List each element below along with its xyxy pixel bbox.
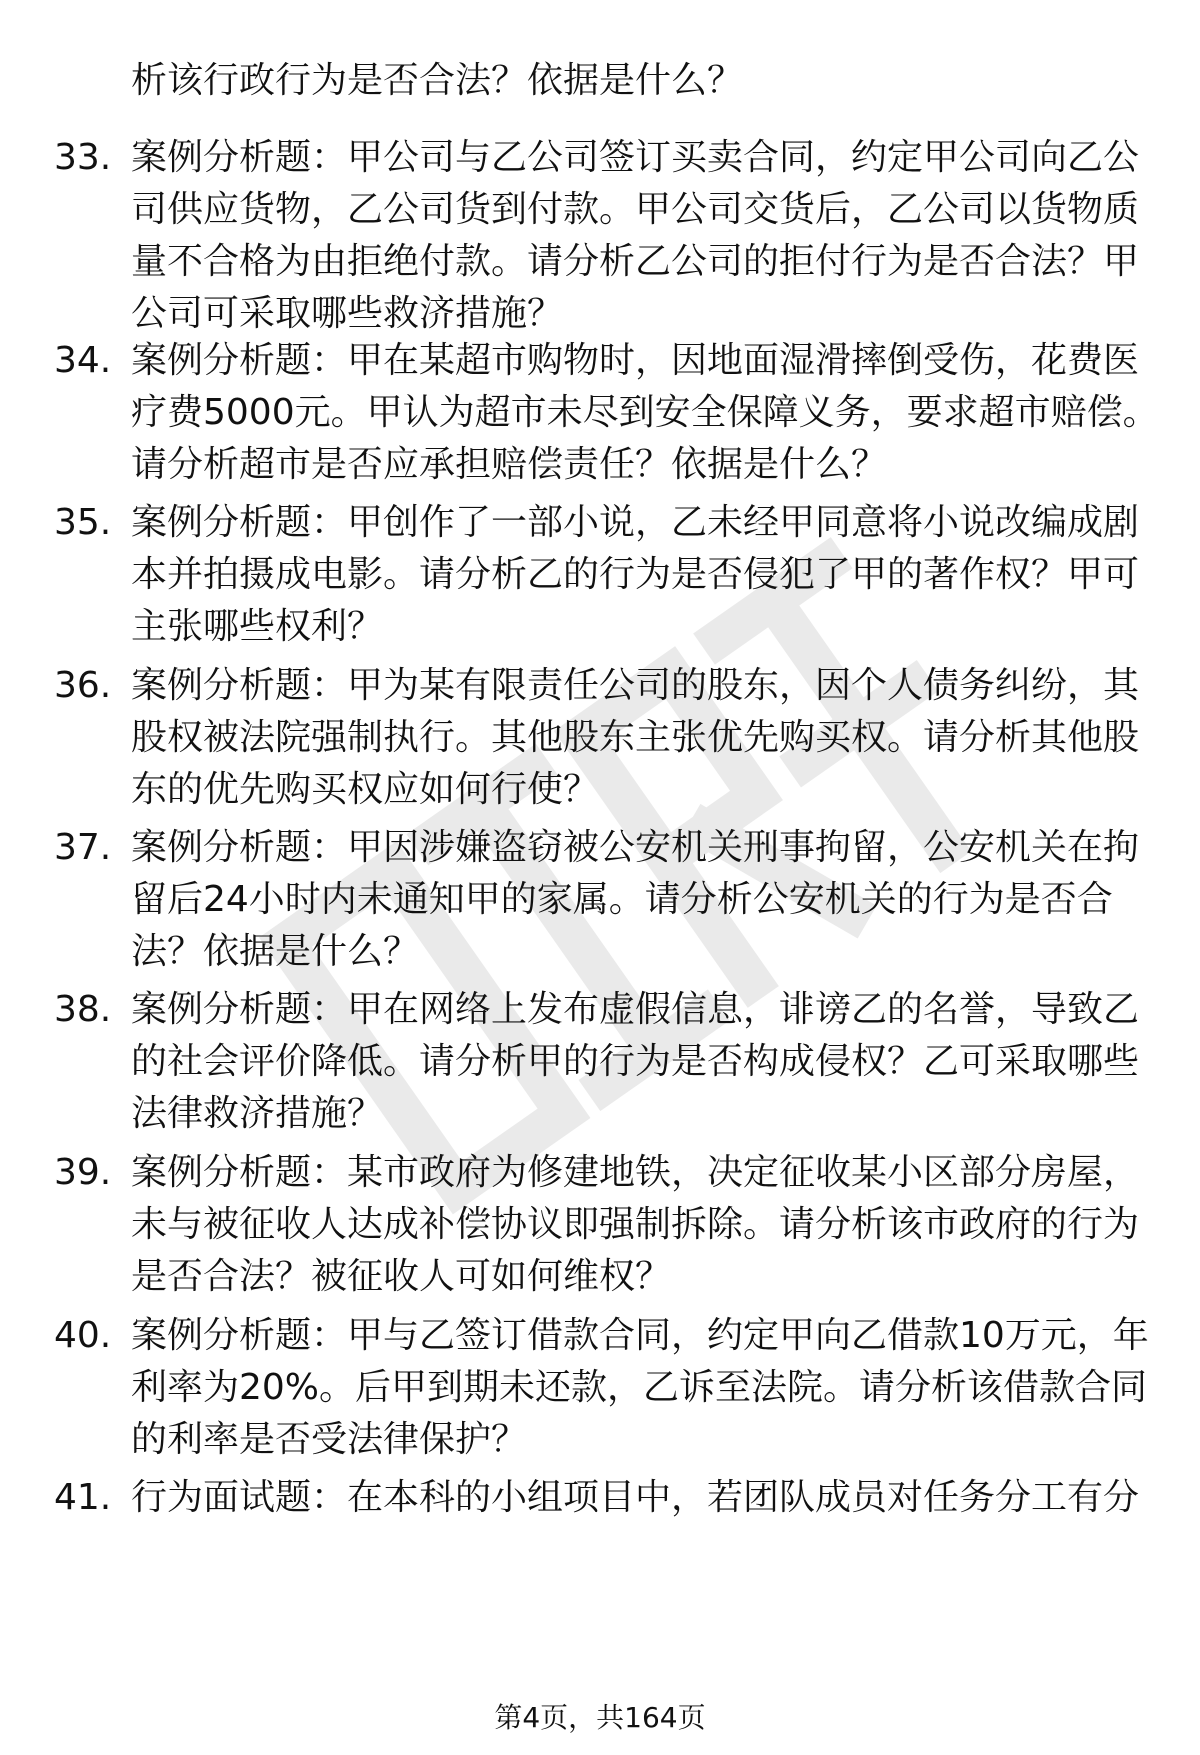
question-text: [131, 984, 1141, 1140]
question-text: [131, 822, 1141, 978]
question-text-line: 案例分析题：甲因涉嫌盗窃被公安机关刑事拘留，公安机关在拘: [131, 827, 1140, 868]
question-number: 40.: [54, 1315, 112, 1356]
question-number: 39.: [54, 1152, 112, 1193]
question-text-line: 股权被法院强制执行。其他股东主张优先购买权。请分析其他股: [131, 717, 1140, 758]
question-text: [131, 660, 1141, 816]
question-number: 36.: [54, 665, 112, 706]
question-number: 34.: [54, 340, 112, 381]
question-text-line: 案例分析题：甲在网络上发布虚假信息，诽谤乙的名誉，导致乙: [131, 989, 1140, 1030]
question-text-line: 是否合法？被征收人可如何维权？: [131, 1256, 672, 1297]
question-text-line: 本并拍摄成电影。请分析乙的行为是否侵犯了甲的著作权？甲可: [131, 554, 1140, 595]
question-text-line: 的社会评价降低。请分析甲的行为是否构成侵权？乙可采取哪些: [131, 1041, 1140, 1082]
question-continuation-text: 析该行政行为是否合法？依据是什么？: [131, 60, 744, 101]
question-text-line: 请分析超市是否应承担赔偿责任？依据是什么？: [131, 444, 888, 485]
question-text-line: 疗费5000元。甲认为超市未尽到安全保障义务，要求超市赔偿。: [131, 392, 1159, 433]
question-text: [131, 1310, 1149, 1466]
question-text-line: 利率为20%。后甲到期未还款，乙诉至法院。请分析该借款合同: [131, 1367, 1148, 1408]
question-number: 35.: [54, 502, 112, 543]
question-number: 41.: [54, 1477, 112, 1518]
question-text-line: 案例分析题：某市政府为修建地铁，决定征收某小区部分房屋，: [131, 1152, 1140, 1193]
question-text-line: 法律救济措施？: [131, 1093, 384, 1134]
question-text: [131, 132, 1141, 340]
question-text-line: 未与被征收人达成补偿协议即强制拆除。请分析该市政府的行为: [131, 1204, 1140, 1245]
question-number: 37.: [54, 827, 112, 868]
question-text-line: 量不合格为由拒绝付款。请分析乙公司的拒付行为是否合法？甲: [131, 241, 1140, 282]
question-text-line: 行为面试题：在本科的小组项目中，若团队成员对任务分工有分: [131, 1477, 1140, 1518]
question-text: [131, 1147, 1141, 1303]
question-text-line: 案例分析题：甲公司与乙公司签订买卖合同，约定甲公司向乙公: [131, 137, 1140, 178]
question-text-line: 案例分析题：甲在某超市购物时，因地面湿滑摔倒受伤，花费医: [131, 340, 1140, 381]
question-text-line: 法？依据是什么？: [131, 931, 420, 972]
page-footer: 第4页，共164页: [494, 1701, 706, 1734]
question-text: [131, 335, 1159, 491]
question-number: 38.: [54, 989, 112, 1030]
question-text: [131, 497, 1141, 653]
question-text-line: 留后24小时内未通知甲的家属。请分析公安机关的行为是否合: [131, 879, 1113, 920]
question-number: 33.: [54, 137, 112, 178]
question-text-line: 东的优先购买权应如何行使？: [131, 769, 600, 810]
question-text-line: 公司可采取哪些救济措施？: [131, 293, 564, 334]
question-text-line: 案例分析题：甲与乙签订借款合同，约定甲向乙借款10万元，年: [131, 1315, 1149, 1356]
question-text-line: 案例分析题：甲创作了一部小说，乙未经甲同意将小说改编成剧: [131, 502, 1140, 543]
question-text-line: 主张哪些权利？: [131, 606, 384, 647]
question-text-line: 司供应货物，乙公司货到付款。甲公司交货后，乙公司以货物质: [131, 189, 1140, 230]
question-text: [131, 1472, 1141, 1524]
question-text-line: 的利率是否受法律保护？: [131, 1419, 528, 1460]
question-text-line: 案例分析题：甲为某有限责任公司的股东，因个人债务纠纷，其: [131, 665, 1140, 706]
